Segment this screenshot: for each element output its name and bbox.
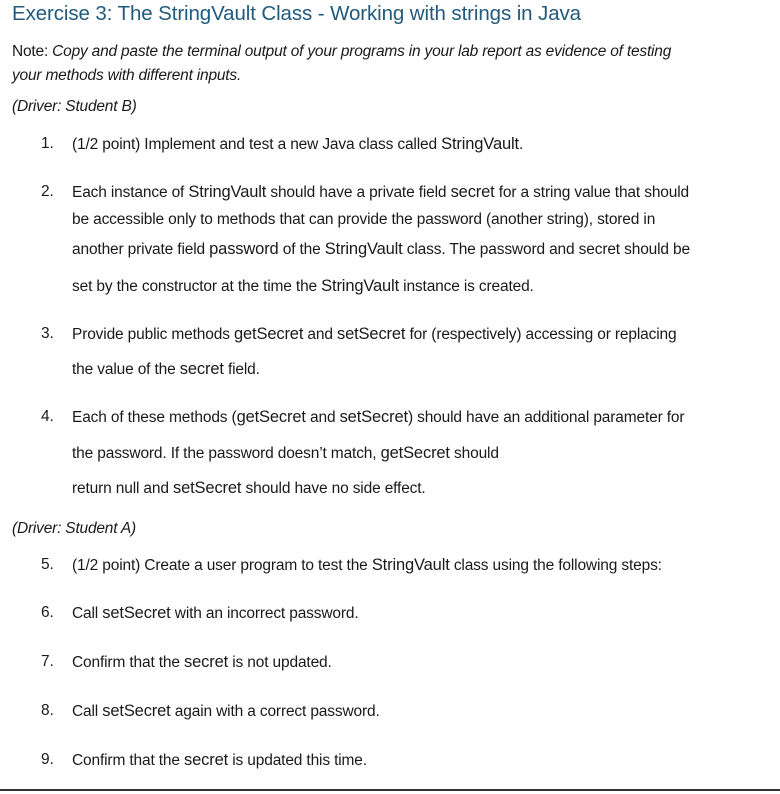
list-item-number: 8. (41, 702, 54, 719)
code-identifier: StringVault (321, 277, 400, 295)
list-item-line (72, 240, 690, 259)
list-item-line (72, 408, 684, 427)
list-item-line (72, 604, 359, 623)
text-run: for a string value that should (494, 184, 689, 201)
code-identifier: password (209, 240, 279, 258)
list-item-line (72, 751, 367, 770)
list-item-number: 9. (41, 751, 54, 768)
list-item-line (72, 360, 260, 379)
code-identifier: secret (184, 751, 229, 769)
text-run: the password. If the password doesn’t match, (72, 445, 381, 462)
list-item-number: 2. (41, 183, 54, 200)
code-identifier: StringVault (441, 135, 519, 153)
code-identifier: setSecret (339, 408, 408, 426)
list-item-line (72, 653, 332, 672)
driver-student-a: (Driver: Student A) (12, 520, 136, 537)
text-run: class using the following steps: (449, 557, 662, 574)
text-run: Each instance of (72, 184, 189, 201)
code-identifier: secret (450, 183, 495, 201)
note-text-1: Copy and paste the terminal output of your programs in your lab report as evidence of testing (52, 43, 672, 60)
list-item-number: 5. (41, 556, 54, 573)
text-run: instance is created. (399, 278, 534, 295)
text-run: should have a private field (266, 184, 451, 201)
text-run: field. (223, 361, 260, 378)
list-item-line (72, 556, 662, 575)
code-identifier: setSecret (173, 479, 242, 497)
code-identifier: getSecret (236, 408, 306, 426)
code-identifier: setSecret (102, 604, 171, 622)
text-run: Confirm that the (72, 752, 185, 769)
text-run: another private field (72, 241, 210, 258)
text-run: (1/2 point) Create a user program to test the (72, 557, 372, 574)
code-identifier: StringVault (324, 240, 403, 258)
list-item-line (72, 135, 523, 154)
text-run: Call (72, 703, 103, 720)
list-item-number: 3. (41, 325, 54, 342)
list-item-line (72, 479, 426, 498)
list-item-number: 1. (41, 135, 54, 152)
text-run: Call (72, 605, 103, 622)
text-run: be accessible only to methods that can provide the password (another string), stored in (72, 211, 656, 228)
text-run: (1/2 point) Implement and test a new Java class called (72, 136, 442, 153)
text-run: Each of these methods ( (72, 409, 237, 426)
code-identifier: getSecret (233, 325, 304, 343)
bottom-divider (0, 789, 780, 791)
code-identifier: getSecret (380, 444, 450, 462)
text-run: is updated this time. (228, 752, 367, 769)
note-label: Note: (12, 43, 53, 60)
text-run: for (respectively) accessing or replacing (405, 326, 677, 343)
text-run: Confirm that the (72, 654, 185, 671)
note-paragraph (12, 40, 772, 88)
text-run: class. The password and secret should be (402, 241, 690, 258)
list-item-line (72, 444, 499, 463)
text-run: and (305, 409, 340, 426)
list-item-number: 6. (41, 604, 54, 621)
text-run: and (303, 326, 337, 343)
text-run: set by the constructor at the time the (72, 278, 322, 295)
text-run: the value of the (72, 361, 180, 378)
text-run: again with a correct password. (170, 703, 380, 720)
code-identifier: StringVault (188, 183, 267, 201)
note-text-2: your methods with different inputs. (12, 67, 242, 84)
text-run: ) should have an additional parameter for (407, 409, 685, 426)
text-run: should (449, 445, 499, 462)
list-item-line (72, 183, 689, 202)
text-run: return null and (72, 480, 173, 497)
code-identifier: StringVault (371, 556, 450, 574)
text-run: is not updated. (228, 654, 332, 671)
list-item-line (72, 325, 676, 344)
code-identifier: secret (179, 360, 224, 378)
list-item-line (72, 211, 655, 229)
code-identifier: secret (184, 653, 229, 671)
code-identifier: setSecret (102, 702, 171, 720)
list-item-number: 4. (41, 408, 54, 425)
exercise-title: Exercise 3: The StringVault Class - Working with strings in Java (12, 2, 581, 25)
text-run: of the (278, 241, 325, 258)
list-item-line (72, 702, 380, 721)
text-run: should have no side effect. (241, 480, 426, 497)
list-item-line (72, 277, 534, 296)
text-run: Provide public methods (72, 326, 234, 343)
driver-student-b: (Driver: Student B) (12, 98, 137, 115)
list-item-number: 7. (41, 653, 54, 670)
text-run: with an incorrect password. (170, 605, 359, 622)
code-identifier: setSecret (337, 325, 406, 343)
text-run: . (518, 136, 524, 153)
